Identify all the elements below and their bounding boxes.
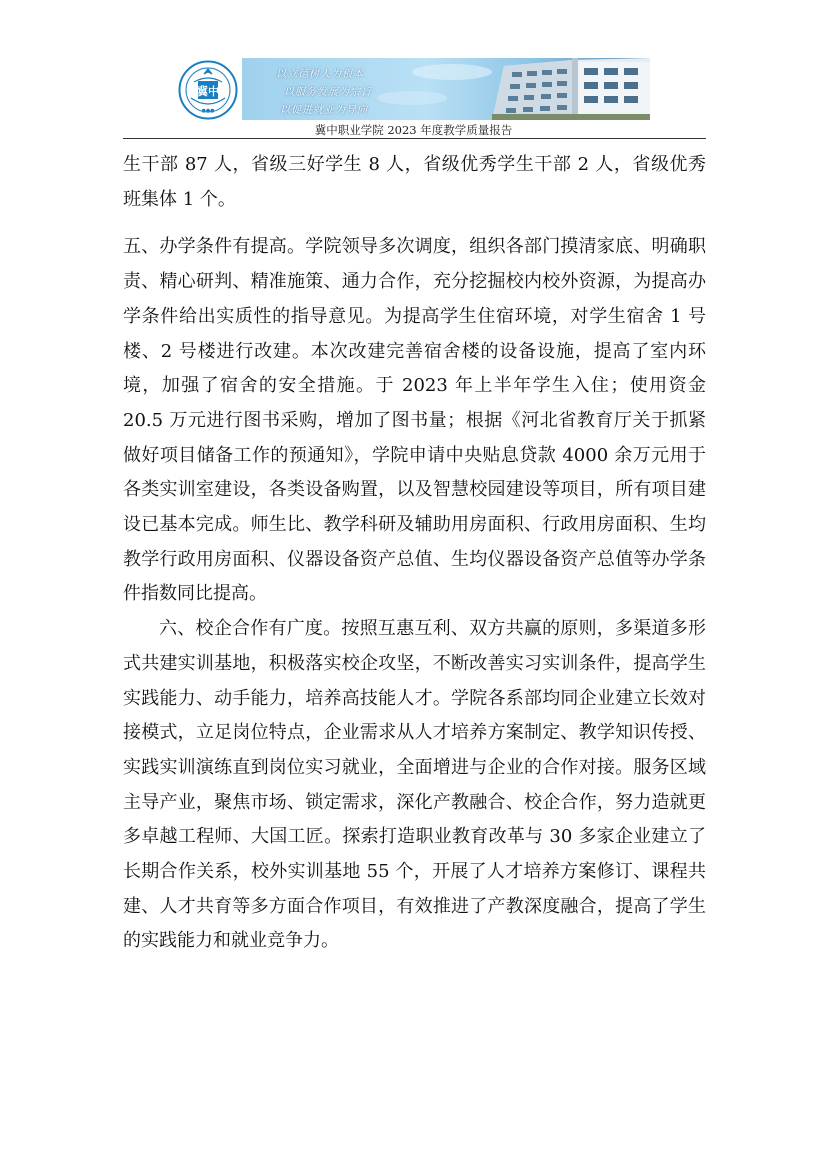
report-body bbox=[123, 148, 706, 959]
logo-text: 冀中 bbox=[197, 85, 219, 98]
motto-line-3: 以促进就业为导向 bbox=[280, 105, 368, 116]
motto-line-1: 以立德树人为根本 bbox=[276, 69, 364, 80]
header-divider bbox=[123, 138, 706, 139]
svg-text:●●●: ●●● bbox=[201, 108, 215, 114]
paragraph-school-conditions: 五、办学条件有提高。学院领导多次调度，组织各部门摸清家底、明确职责、精心研判、精准施策、通力合作，充分挖掘校内校外资源，为提高办学条件给出实质性的指导意见。为提高学生住宿环境，对学生宿舍 1 号楼、2 号楼进行改建。本次改建完善宿舍楼的设备设施，提高了室内环境，加强了宿舍的安全措施。于 2023 年上半年学生入住；使用资金 20.5 万元进行图书采购，增加了图书量；根据《河北省教育厅关于抓紧做好项目储备工作的预通知》，学院申请中央贴息贷款 4000 余万元用于各类实训室建设，各类设备购置，以及智慧校园建设等项目，所有项目建设已基本完成。师生比、教学科研及辅助用房面积、行政用房面积、生均教学行政用房面积、仪器设备资产总值、生均仪器设备资产总值等办学条件指数同比提高。 bbox=[123, 236, 706, 605]
report-header-title: 冀中职业学院 2023 年度教学质量报告 bbox=[314, 123, 513, 137]
paragraph-student-honors: 生干部 87 人，省级三好学生 8 人，省级优秀学生干部 2 人，省级优秀班集体 1 个。 bbox=[123, 154, 706, 210]
header-banner bbox=[242, 58, 650, 120]
paragraph-school-enterprise-cooperation: 六、校企合作有广度。按照互惠互利、双方共赢的原则，多渠道多形式共建实训基地，积极落实校企攻坚，不断改善实习实训条件，提高学生实践能力、动手能力，培养高技能人才。学院各系部均同企业建立长效对接模式，立足岗位特点，企业需求从人才培养方案制定、教学知识传授、实践实训演练直到岗位实习就业，全面增进与企业的合作对接。服务区域主导产业，聚焦市场、锁定需求，深化产教融合、校企合作，努力造就更多卓越工程师、大国工匠。探索打造职业教育改革与 30 多家企业建立了长期合作关系，校外实训基地 55 个，开展了人才培养方案修订、课程共建、人才共育等多方面合作项目，有效推进了产教深度融合，提高了学生的实践能力和就业竞争力。 bbox=[123, 618, 706, 952]
college-logo bbox=[178, 60, 238, 120]
motto-line-2: 以服务发展为宗旨 bbox=[284, 87, 372, 98]
